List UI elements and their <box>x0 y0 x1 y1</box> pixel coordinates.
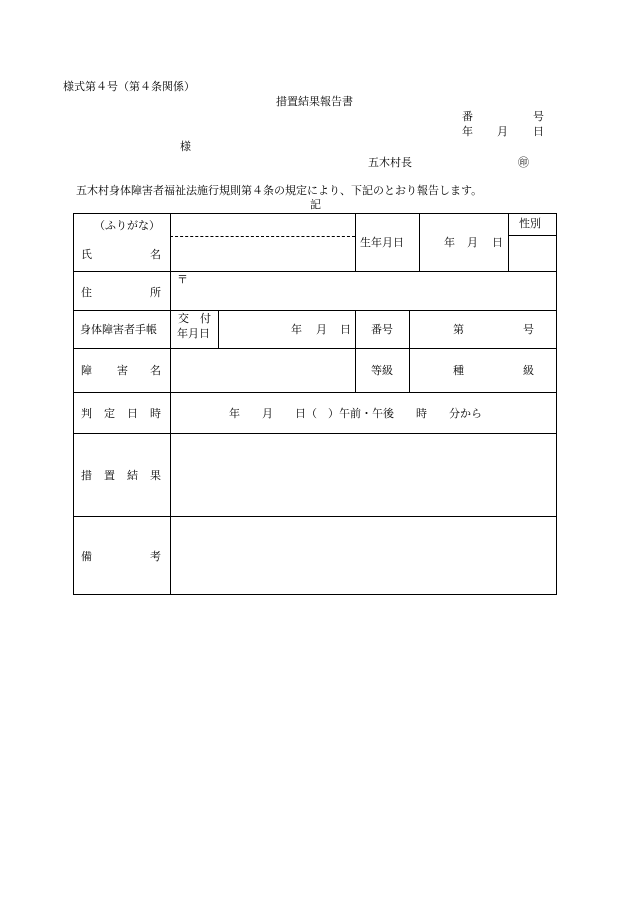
report-form-table <box>73 213 557 595</box>
issue-label-2: 年月日 <box>177 327 210 340</box>
grade-label: 等級 <box>371 364 393 377</box>
name-label-2: 名 <box>150 248 161 261</box>
judgement-label-4: 時 <box>150 407 161 420</box>
doc-number-label-1: 番 <box>462 110 473 123</box>
issue-date-input[interactable] <box>219 311 355 348</box>
result-label-1: 措 <box>81 469 92 482</box>
address-input[interactable] <box>171 272 556 310</box>
grade-input[interactable] <box>410 349 556 392</box>
name-birth-divider <box>355 214 356 271</box>
disability-label-3: 名 <box>150 364 161 377</box>
grade-type: 種 <box>453 364 464 377</box>
issue-label-1: 交 付 <box>178 312 211 325</box>
issue-year: 年 <box>291 323 302 336</box>
remarks-input[interactable] <box>171 517 556 594</box>
result-label-4: 果 <box>150 469 161 482</box>
issue-month: 月 <box>316 323 327 336</box>
judgement-datetime: 年 月 日（ ）午前・午後 時 分から <box>229 407 482 420</box>
name-input[interactable] <box>171 237 355 270</box>
disability-name-input[interactable] <box>171 349 355 392</box>
name-label-1: 氏 <box>81 248 92 261</box>
birthdate-input[interactable] <box>420 215 508 270</box>
gender-label: 性別 <box>519 217 541 230</box>
ki-label: 記 <box>310 198 321 211</box>
gender-input[interactable] <box>509 236 556 270</box>
date-day: 日 <box>533 125 544 138</box>
doc-number-label-2: 号 <box>533 110 544 123</box>
date-month: 月 <box>497 125 508 138</box>
address-label-2: 所 <box>150 286 161 299</box>
address-label-1: 住 <box>81 286 92 299</box>
seal-mark: ㊞ <box>518 156 529 169</box>
number-suffix: 号 <box>523 323 534 336</box>
postal-mark: 〒 <box>177 273 188 286</box>
furigana-input[interactable] <box>171 216 355 235</box>
date-year: 年 <box>462 125 473 138</box>
issuer-name: 五木村長 <box>368 156 412 169</box>
handbook-number-input[interactable] <box>410 311 556 348</box>
remarks-label-2: 考 <box>150 550 161 563</box>
judgement-label-2: 定 <box>104 407 115 420</box>
judgement-label-3: 日 <box>127 407 138 420</box>
handbook-label: 身体障害者手帳 <box>80 323 157 336</box>
number-label: 番号 <box>371 323 393 336</box>
document-title: 措置結果報告書 <box>276 95 353 108</box>
furigana-label: （ふりがな） <box>94 219 160 232</box>
result-input[interactable] <box>171 434 556 516</box>
birthdate-month: 月 <box>467 236 478 249</box>
issue-day: 日 <box>340 323 351 336</box>
addressee-suffix: 様 <box>180 140 191 153</box>
number-prefix: 第 <box>453 323 464 336</box>
intro-text: 五木村身体障害者福祉法施行規則第４条の規定により、下記のとおり報告します。 <box>76 184 483 197</box>
judgement-label-1: 判 <box>81 407 92 420</box>
judgement-input[interactable] <box>171 393 556 433</box>
remarks-label-1: 備 <box>81 550 92 563</box>
result-label-3: 結 <box>127 469 138 482</box>
disability-label-2: 害 <box>117 364 128 377</box>
form-number: 様式第４号（第４条関係） <box>63 80 195 93</box>
result-label-2: 置 <box>104 469 115 482</box>
number-label-left-divider <box>355 310 356 392</box>
birthdate-year: 年 <box>444 236 455 249</box>
grade-level: 級 <box>523 364 534 377</box>
birthdate-label: 生年月日 <box>360 236 404 249</box>
disability-label-1: 障 <box>81 364 92 377</box>
birthdate-day: 日 <box>492 236 503 249</box>
